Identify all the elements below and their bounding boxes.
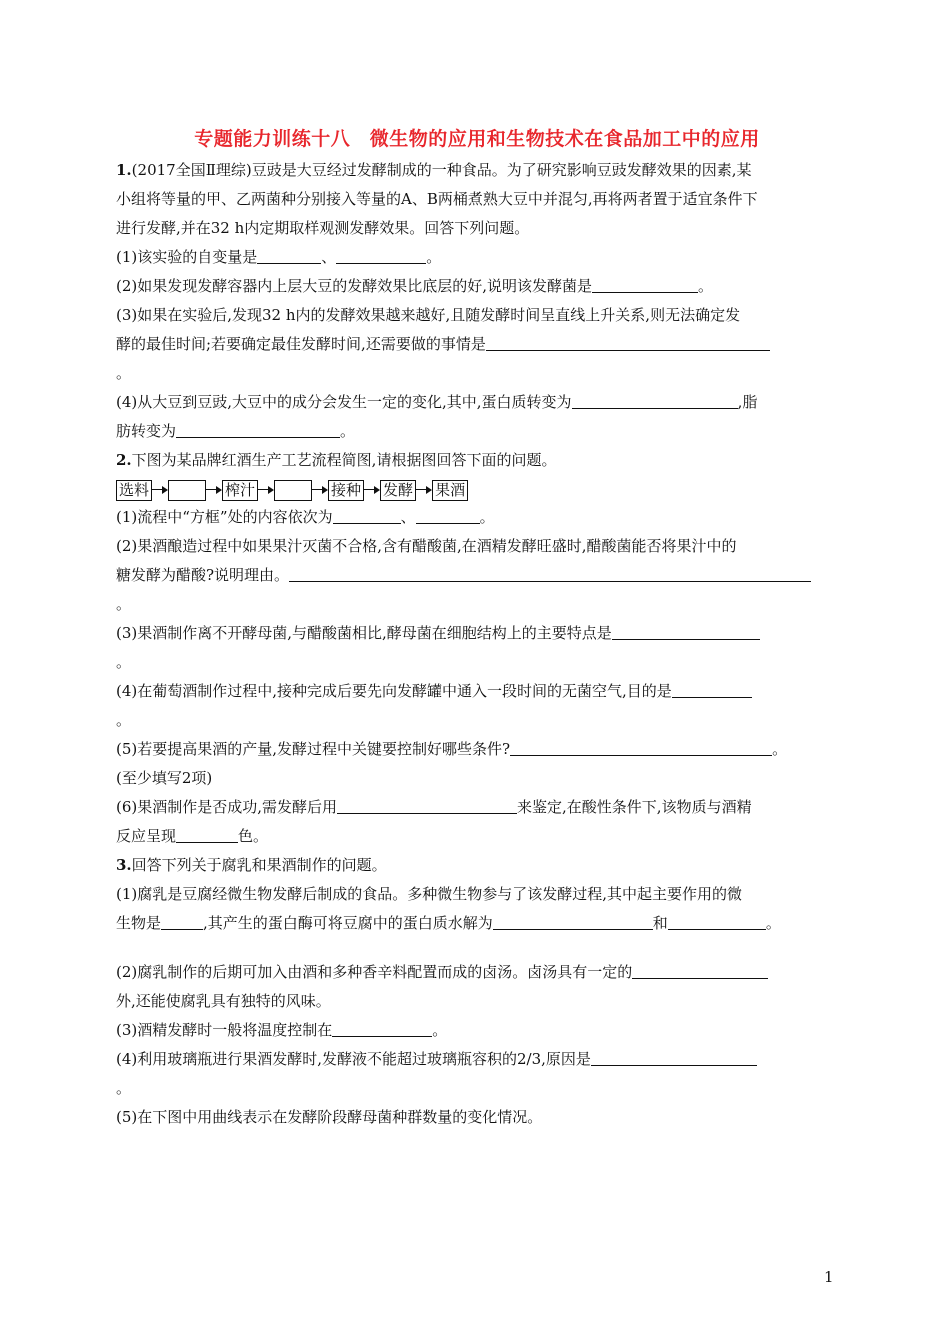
answer-blank[interactable] <box>332 1019 432 1037</box>
flow-step-inoculate: 接种 <box>328 480 364 501</box>
q2-sub4: (4)在葡萄酒制作过程中,接种完成后要先向发酵罐中通入一段时间的无菌空气,目的是 <box>116 678 838 705</box>
answer-blank[interactable] <box>257 246 321 264</box>
flow-step-blank-2 <box>274 480 312 501</box>
q3-sub1: (1)腐乳是豆腐经微生物发酵后制成的食品。多种微生物参与了该发酵过程,其中起主要作用的微 <box>116 885 743 903</box>
q3-sub4: (4)利用玻璃瓶进行果酒发酵时,发酵液不能超过玻璃瓶容积的2/3,原因是 <box>116 1046 838 1073</box>
q3-sub2: (2)腐乳制作的后期可加入由酒和多种香辛料配置而成的卤汤。卤汤具有一定的 <box>116 959 838 986</box>
q3-intro: 3.回答下列关于腐乳和果酒制作的问题。 <box>116 856 387 874</box>
q3-number: 3. <box>116 856 132 874</box>
answer-blank[interactable] <box>510 738 772 756</box>
arrow-right-icon <box>312 485 328 495</box>
q1-intro-line2: 小组将等量的甲、乙两菌种分别接入等量的A、B两桶煮熟大豆中并混匀,再将两者置于适宜条件下 <box>116 190 758 208</box>
process-flowchart <box>116 478 838 502</box>
spacer <box>116 937 838 959</box>
arrow-right-icon <box>364 485 380 495</box>
flow-step-wine: 果酒 <box>432 480 468 501</box>
q1-sub1: (1)该实验的自变量是 、 。 <box>116 248 442 266</box>
q1-number: 1. <box>116 161 132 179</box>
document-page <box>116 124 838 1131</box>
q2-sub6-line2: 反应呈现 色。 <box>116 827 269 845</box>
answer-blank[interactable] <box>333 506 401 524</box>
answer-blank[interactable] <box>161 912 203 930</box>
q2-intro: 2.下图为某品牌红酒生产工艺流程简图,请根据图回答下面的问题。 <box>116 451 557 469</box>
answer-blank[interactable] <box>612 622 760 640</box>
q2-sub2: (2)果酒酿造过程中如果果汁灭菌不合格,含有醋酸菌,在酒精发酵旺盛时,醋酸菌能否将果汁中的 <box>116 537 737 555</box>
q3-sub5: (5)在下图中用曲线表示在发酵阶段酵母菌种群数量的变化情况。 <box>116 1108 543 1126</box>
q2-sub3: (3)果酒制作离不开酵母菌,与醋酸菌相比,酵母菌在细胞结构上的主要特点是 <box>116 620 838 647</box>
answer-blank[interactable] <box>493 912 653 930</box>
answer-blank[interactable] <box>632 961 768 979</box>
q3-sub2-line2: 外,还能使腐乳具有独特的风味。 <box>116 992 331 1010</box>
answer-blank[interactable] <box>668 912 766 930</box>
answer-blank[interactable] <box>572 391 738 409</box>
q1-sub4-line2: 肪转变为 。 <box>116 422 356 440</box>
flow-step-ferment: 发酵 <box>380 480 416 501</box>
q2-sub2-end: 。 <box>116 595 132 613</box>
q2-sub2-line2: 糖发酵为醋酸?说明理由。 <box>116 562 838 589</box>
answer-blank[interactable] <box>592 275 698 293</box>
q2-sub5-note: (至少填写2项) <box>116 769 213 787</box>
q2-sub4-end: 。 <box>116 711 132 729</box>
answer-blank[interactable] <box>486 333 770 351</box>
arrow-right-icon <box>416 485 432 495</box>
arrow-right-icon <box>258 485 274 495</box>
answer-blank[interactable] <box>672 680 752 698</box>
q1-sub3: (3)如果在实验后,发现32 h内的发酵效果越来越好,且随发酵时间呈直线上升关系,则无法确定发 <box>116 306 741 324</box>
q2-sub6: (6)果酒制作是否成功,需发酵后用 来鉴定,在酸性条件下,该物质与酒精 <box>116 798 752 816</box>
q3-sub3: (3)酒精发酵时一般将温度控制在 。 <box>116 1021 448 1039</box>
flow-step-juice: 榨汁 <box>222 480 258 501</box>
q1-intro-line3: 进行发酵,并在32 h内定期取样观测发酵效果。回答下列问题。 <box>116 219 530 237</box>
arrow-right-icon <box>206 485 222 495</box>
q3-sub1-line2: 生物是 ,其产生的蛋白酶可将豆腐中的蛋白质水解为 和 。 <box>116 914 781 932</box>
q1-sub3-line2: 酵的最佳时间;若要确定最佳发酵时间,还需要做的事情是 <box>116 331 838 358</box>
q2-sub1: (1)流程中“方框”处的内容依次为 、 。 <box>116 508 495 526</box>
answer-blank[interactable] <box>176 825 238 843</box>
q3-sub4-end: 。 <box>116 1079 132 1097</box>
answer-blank[interactable] <box>337 796 517 814</box>
q2-number: 2. <box>116 451 132 469</box>
answer-blank[interactable] <box>416 506 480 524</box>
q2-sub5: (5)若要提高果酒的产量,发酵过程中关键要控制好哪些条件? 。 <box>116 740 788 758</box>
arrow-right-icon <box>152 485 168 495</box>
answer-blank[interactable] <box>336 246 426 264</box>
page-number: 1 <box>824 1268 834 1286</box>
flow-step-blank-1 <box>168 480 206 501</box>
q1-sub4: (4)从大豆到豆豉,大豆中的成分会发生一定的变化,其中,蛋白质转变为 ,脂 <box>116 393 758 411</box>
answer-blank[interactable] <box>289 564 811 582</box>
answer-blank[interactable] <box>591 1048 757 1066</box>
q2-sub3-end: 。 <box>116 653 132 671</box>
q1-sub3-end: 。 <box>116 364 132 382</box>
q1-intro: 1.(2017全国Ⅱ理综)豆豉是大豆经过发酵制成的一种食品。为了研究影响豆豉发酵效果的因素,某 <box>116 161 752 179</box>
answer-blank[interactable] <box>176 420 340 438</box>
q1-sub2: (2)如果发现发酵容器内上层大豆的发酵效果比底层的好,说明该发酵菌是 。 <box>116 277 714 295</box>
flow-step-select: 选料 <box>116 480 152 501</box>
page-title: 专题能力训练十八 微生物的应用和生物技术在食品加工中的应用 <box>194 128 760 150</box>
